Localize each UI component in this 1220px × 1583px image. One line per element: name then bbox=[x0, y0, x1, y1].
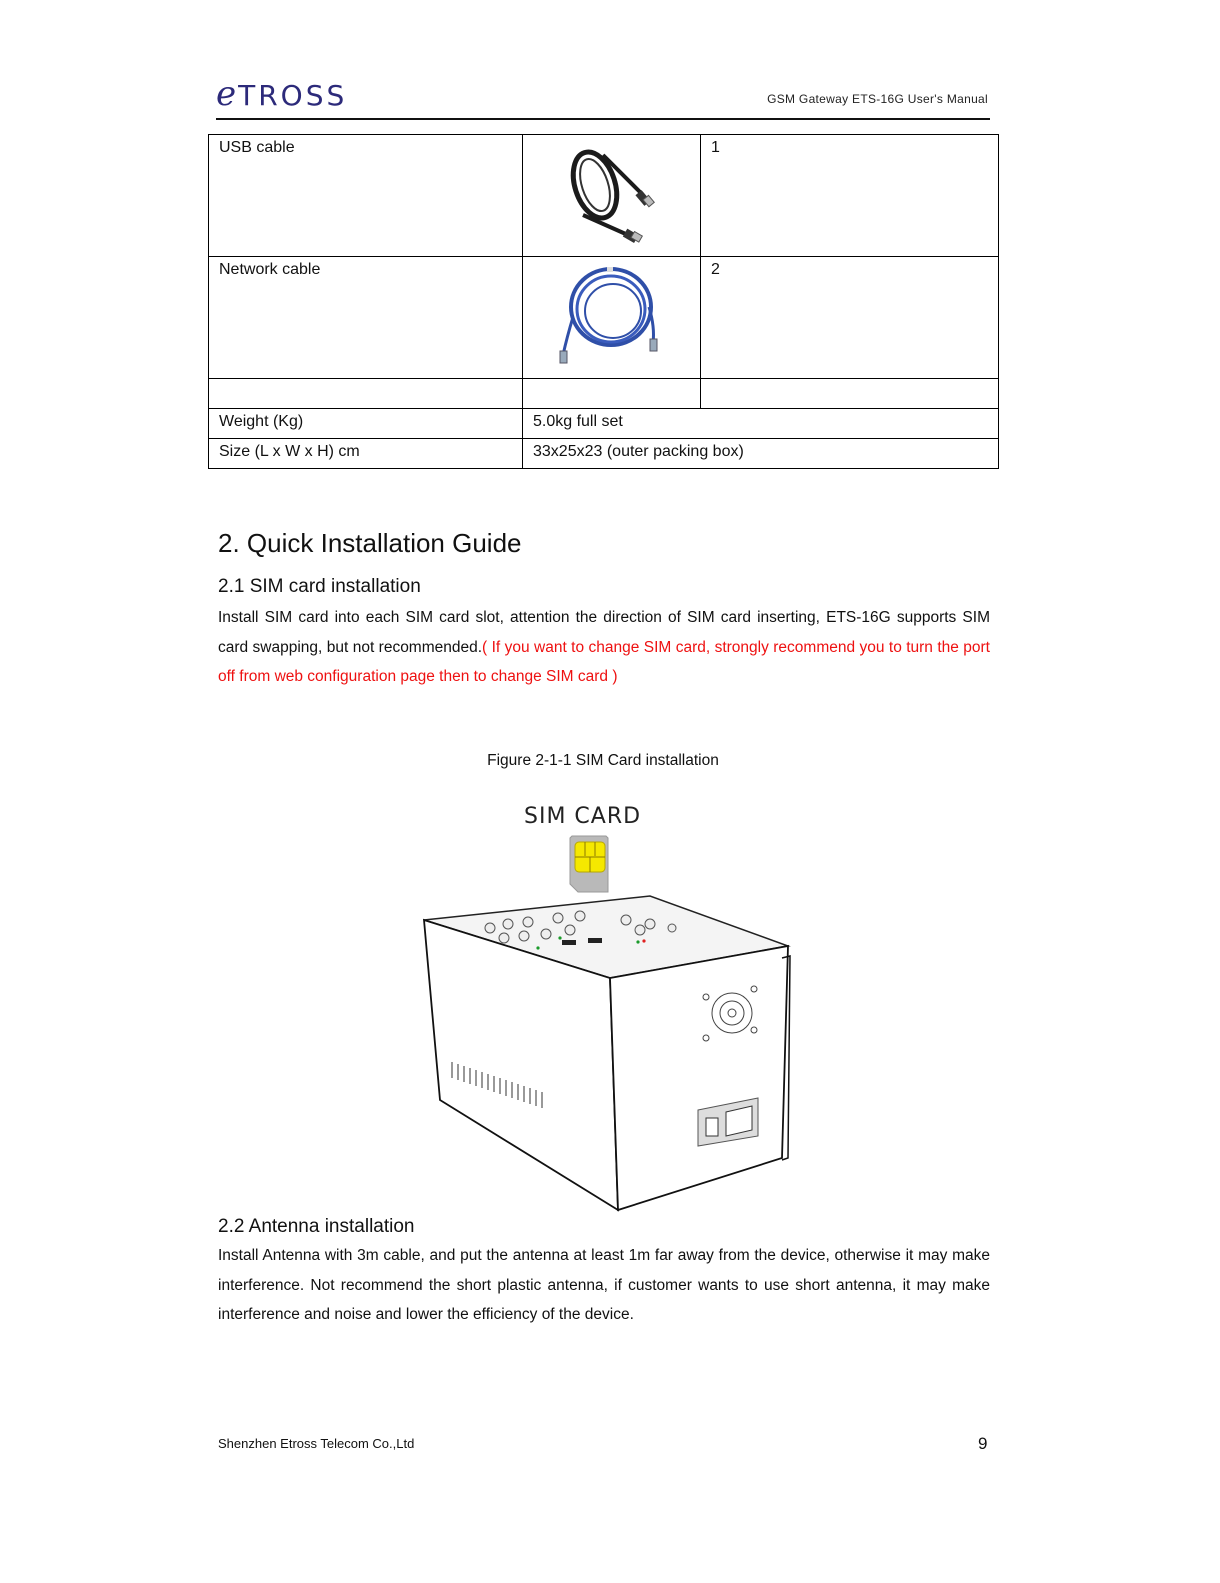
table-row bbox=[209, 257, 999, 379]
accessories-table bbox=[208, 134, 999, 469]
weight-value: 5.0kg full set bbox=[523, 409, 999, 439]
item-image-cell bbox=[523, 379, 701, 409]
gateway-device-illustration bbox=[410, 800, 800, 1220]
sim-heading: 2.1 SIM card installation bbox=[218, 576, 421, 597]
logo-text: TROSS bbox=[238, 79, 348, 112]
section-title: 2. Quick Installation Guide bbox=[218, 528, 522, 558]
sim-text: Install SIM card into each SIM card slot, attention the direction of SIM card inserting, ETS-16G supports SIM card swapping, but not recommended. bbox=[218, 609, 990, 656]
table-row-empty bbox=[209, 379, 999, 409]
item-name: Network cable bbox=[209, 257, 523, 379]
page-number: 9 bbox=[978, 1434, 988, 1453]
logo-e-glyph: e bbox=[216, 74, 237, 114]
item-image-cell bbox=[523, 135, 701, 257]
table-row bbox=[209, 135, 999, 257]
item-name: USB cable bbox=[209, 135, 523, 257]
usb-cable-icon bbox=[533, 135, 690, 251]
figure-caption: Figure 2-1-1 SIM Card installation bbox=[487, 752, 719, 769]
item-image-cell bbox=[523, 257, 701, 379]
sim-warning: ( If you want to change SIM card, strongly recommend you to turn the port off from web configuration page then to change SIM card ) bbox=[218, 638, 990, 685]
sim-paragraph bbox=[218, 603, 990, 692]
table-row-weight bbox=[209, 409, 999, 439]
weight-label: Weight (Kg) bbox=[209, 409, 523, 439]
item-quantity bbox=[701, 379, 999, 409]
size-label: Size (L x W x H) cm bbox=[209, 439, 523, 469]
item-quantity: 1 bbox=[701, 135, 999, 257]
size-value: 33x25x23 (outer packing box) bbox=[523, 439, 999, 469]
item-name bbox=[209, 379, 523, 409]
sim-installation-figure bbox=[410, 800, 800, 1220]
etross-logo bbox=[216, 74, 347, 114]
antenna-paragraph: Install Antenna with 3m cable, and put the antenna at least 1m far away from the device, otherwise it may make interference. Not recommend the short plastic antenna, if customer wants to use short antenna, it may make interference and noise and lower the efficiency of the device. bbox=[218, 1247, 990, 1323]
footer-company: Shenzhen Etross Telecom Co.,Ltd bbox=[218, 1436, 415, 1451]
item-quantity: 2 bbox=[701, 257, 999, 379]
antenna-heading: 2.2 Antenna installation bbox=[218, 1216, 415, 1237]
sim-card-icon bbox=[570, 836, 608, 892]
network-cable-icon bbox=[533, 257, 690, 373]
header-divider bbox=[216, 118, 990, 120]
sim-card-label: SIM CARD bbox=[524, 804, 642, 829]
document-title: GSM Gateway ETS-16G User's Manual bbox=[767, 92, 988, 106]
table-row-size bbox=[209, 439, 999, 469]
